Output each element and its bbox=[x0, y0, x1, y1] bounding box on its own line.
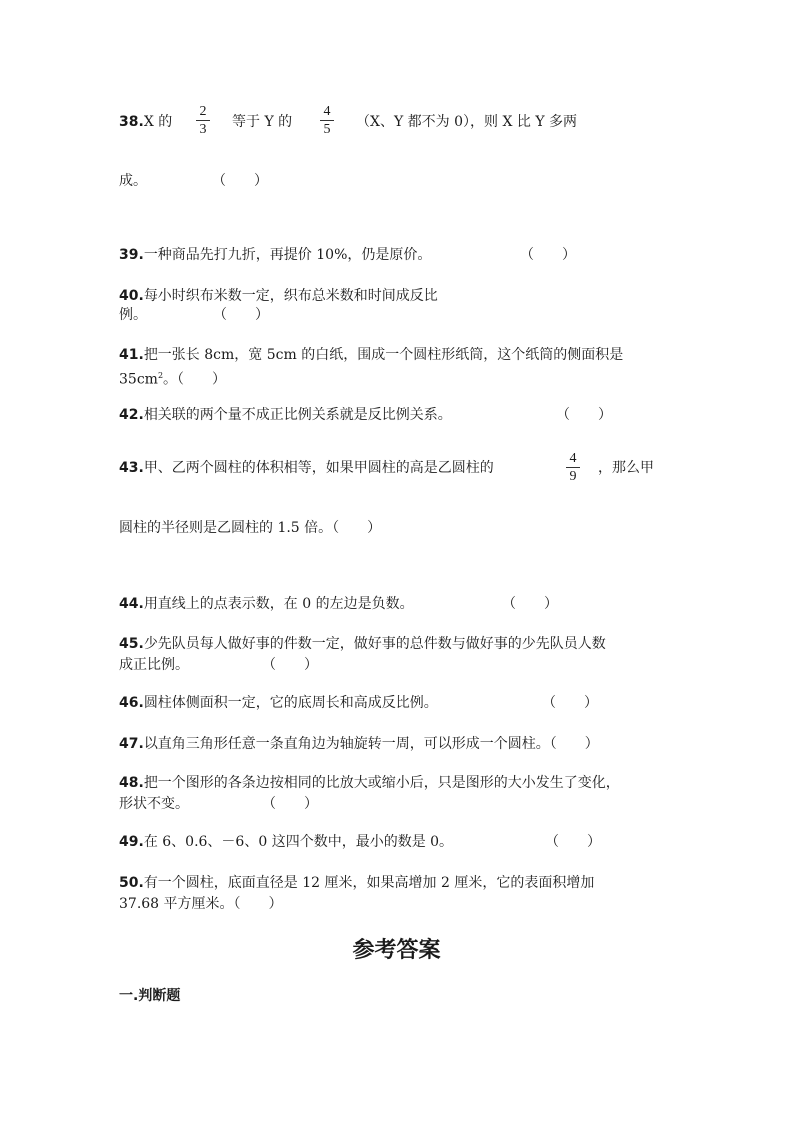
q42 bbox=[119, 405, 452, 425]
q50-line2: 37.68 平方厘米。（ ） bbox=[119, 896, 283, 912]
q43-frac-numerator: 4 bbox=[569, 451, 577, 466]
q43-part1: 甲、乙两个圆柱的体积相等，如果甲圆柱的高是乙圆柱的 bbox=[143, 460, 494, 476]
q46-text: 圆柱体侧面积一定，它的底周长和高成反比例。 bbox=[143, 695, 438, 711]
q46 bbox=[119, 693, 438, 713]
q38-line1-start bbox=[119, 112, 172, 132]
q41-line1 bbox=[119, 345, 623, 365]
q43-line1 bbox=[119, 458, 494, 478]
q48-answer-paren[interactable]: （ ） bbox=[262, 796, 318, 812]
q50-line1 bbox=[119, 873, 594, 893]
q47-text: 以直角三角形任意一条直角边为轴旋转一周，可以形成一个圆柱。（ ） bbox=[143, 736, 599, 752]
q41-number: 41. bbox=[119, 347, 144, 363]
q40-line1 bbox=[119, 286, 438, 306]
q41-text-line1: 把一张长 8cm，宽 5cm 的白纸，围成一个圆柱形纸筒，这个纸筒的侧面积是 bbox=[143, 347, 624, 363]
fraction-bar bbox=[566, 467, 580, 468]
q39-number: 39. bbox=[119, 247, 144, 263]
fraction-bar bbox=[320, 120, 334, 121]
q48-line2: 形状不变。 bbox=[119, 796, 189, 812]
q41-line2-value: 35cm bbox=[119, 371, 158, 388]
q45-number: 45. bbox=[119, 636, 144, 652]
q41-superscript: 2 bbox=[157, 371, 164, 380]
q38-line2: 成。 bbox=[119, 173, 147, 189]
q38-part3: （X、Y 都不为 0），则 X 比 Y 多两 bbox=[356, 114, 578, 130]
q47-number: 47. bbox=[119, 736, 144, 752]
q44 bbox=[119, 594, 414, 614]
q38-fraction-1 bbox=[196, 104, 210, 137]
q41-line2-paren[interactable]: 。（ ） bbox=[163, 371, 227, 388]
q46-answer-paren[interactable]: （ ） bbox=[542, 695, 598, 711]
q39 bbox=[119, 245, 431, 265]
q46-number: 46. bbox=[119, 695, 144, 711]
q40-answer-paren[interactable]: （ ） bbox=[213, 307, 269, 323]
answers-title: 参考答案 bbox=[352, 938, 441, 963]
q42-text: 相关联的两个量不成正比例关系就是反比例关系。 bbox=[143, 407, 452, 423]
q42-answer-paren[interactable]: （ ） bbox=[556, 407, 612, 423]
q39-text: 一种商品先打九折，再提价 10%，仍是原价。 bbox=[143, 247, 432, 263]
q38-frac2-numerator: 4 bbox=[323, 104, 331, 119]
q38-part1: X 的 bbox=[143, 114, 173, 130]
q49 bbox=[119, 832, 453, 852]
q44-number: 44. bbox=[119, 596, 144, 612]
q42-number: 42. bbox=[119, 407, 144, 423]
q45-text-line1: 少先队员每人做好事的件数一定，做好事的总件数与做好事的少先队员人数 bbox=[143, 636, 606, 652]
q38-frac2-denominator: 5 bbox=[323, 122, 331, 137]
q44-text: 用直线上的点表示数，在 0 的左边是负数。 bbox=[143, 596, 414, 612]
q41-line2 bbox=[119, 366, 226, 390]
q38-frac1-denominator: 3 bbox=[199, 122, 207, 137]
q50-number: 50. bbox=[119, 875, 144, 891]
q43-part2: ，那么甲 bbox=[598, 460, 654, 476]
q49-answer-paren[interactable]: （ ） bbox=[545, 834, 601, 850]
answers-section-title: 一.判断题 bbox=[119, 988, 181, 1004]
q48-number: 48. bbox=[119, 775, 144, 791]
q45-line2: 成正比例。 bbox=[119, 657, 189, 673]
q48-text-line1: 把一个图形的各条边按相同的比放大或缩小后，只是图形的大小发生了变化， bbox=[143, 775, 620, 791]
q43-frac-denominator: 9 bbox=[569, 469, 577, 484]
q48-line1 bbox=[119, 773, 620, 793]
q40-number: 40. bbox=[119, 288, 144, 304]
q38-number: 38. bbox=[119, 114, 144, 130]
q38-part2: 等于 Y 的 bbox=[232, 114, 293, 130]
q49-number: 49. bbox=[119, 834, 144, 850]
q40-text-line1: 每小时织布米数一定，织布总米数和时间成反比 bbox=[143, 288, 438, 304]
q39-answer-paren[interactable]: （ ） bbox=[520, 247, 576, 263]
q43-fraction bbox=[566, 451, 580, 484]
q47 bbox=[119, 734, 599, 754]
q38-fraction-2 bbox=[320, 104, 334, 137]
q38-answer-paren[interactable]: （ ） bbox=[212, 173, 268, 189]
q45-answer-paren[interactable]: （ ） bbox=[262, 657, 318, 673]
q43-number: 43. bbox=[119, 460, 144, 476]
q45-line1 bbox=[119, 634, 606, 654]
q44-answer-paren[interactable]: （ ） bbox=[502, 596, 558, 612]
q38-frac1-numerator: 2 bbox=[199, 104, 207, 119]
q43-line2: 圆柱的半径则是乙圆柱的 1.5 倍。（ ） bbox=[119, 520, 382, 536]
q40-line2: 例。 bbox=[119, 307, 147, 323]
q49-text: 在 6、0.6、－6、0 这四个数中，最小的数是 0。 bbox=[143, 834, 454, 850]
q50-text-line1: 有一个圆柱，底面直径是 12 厘米，如果高增加 2 厘米，它的表面积增加 bbox=[143, 875, 595, 891]
fraction-bar bbox=[196, 120, 210, 121]
